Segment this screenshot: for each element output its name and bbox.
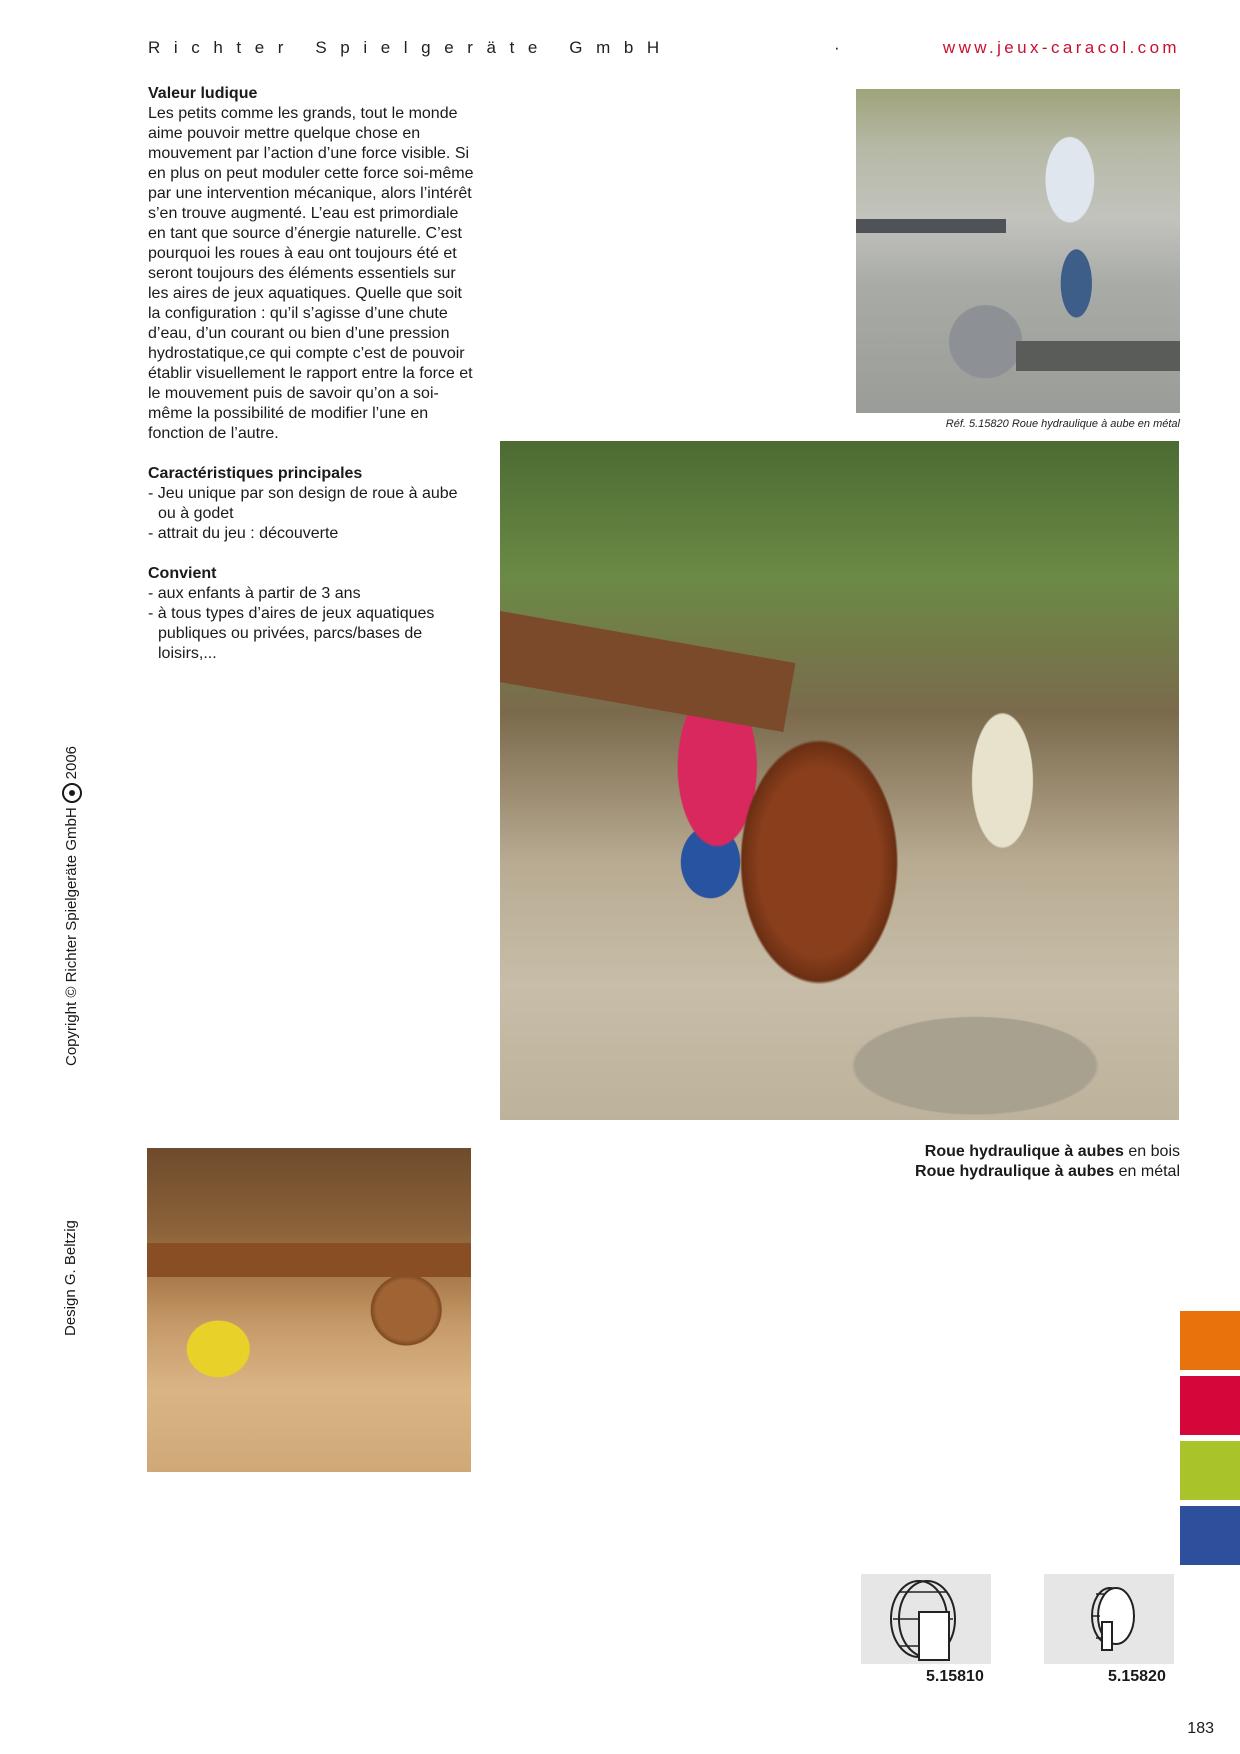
convient-list [148, 584, 478, 664]
photo-wooden-waterwheel [500, 441, 1179, 1120]
valeur-title: Valeur ludique [148, 85, 258, 102]
photo-child-sand-waterwheel [147, 1148, 471, 1472]
header-company: Richter Spielgeräte GmbH [148, 38, 673, 57]
metal-waterwheel-icon [1044, 1574, 1174, 1664]
tab-blue[interactable] [1180, 1506, 1240, 1565]
product-ref-wood: 5.15810 [926, 1668, 984, 1685]
copyright-text: Copyright © Richter Spielgeräte GmbH [62, 807, 80, 1066]
tab-orange[interactable] [1180, 1311, 1240, 1370]
richter-logo-icon [62, 783, 82, 803]
header-url[interactable]: www.jeux-caracol.com [942, 38, 1180, 57]
copyright-notice [62, 746, 82, 1066]
copyright-year: 2006 [62, 745, 80, 780]
caracteristiques-title: Caractéristiques principales [148, 465, 363, 482]
wooden-waterwheel-icon [861, 1574, 991, 1664]
tab-red[interactable] [1180, 1376, 1240, 1435]
list-item: - Jeu unique par son design de roue à aube ou à godet [148, 485, 458, 522]
list-item: - attrait du jeu : découverte [148, 525, 339, 542]
tab-green[interactable] [1180, 1441, 1240, 1500]
header-separator: · [834, 38, 840, 57]
top-photo-caption: Réf. 5.15820 Roue hydraulique à aube en métal [945, 418, 1180, 430]
caption-line-metal: Roue hydraulique à aubes en métal [915, 1163, 1180, 1180]
product-captions [915, 1142, 1180, 1182]
designer-credit: Design G. Beltzig [62, 1220, 79, 1336]
list-item: - à tous types d’aires de jeux aquatiques publiques ou privées, parcs/bases de loisirs,... [148, 605, 435, 662]
caption-line-wood: Roue hydraulique à aubes en bois [924, 1143, 1180, 1160]
valeur-body: Les petits comme les grands, tout le monde aime pouvoir mettre quelque chose en mouvement par l’action d’une force visible. Si en plus on peut moduler cette force soi-même par une intervention mécanique, alors l’intérêt s’en trouve augmenté. L’eau est primordiale en tant que source d’énergie naturelle. C’est pourquoi les roues à eau ont toujours été et seront toujours des éléments essentiels sur les aires de jeux aquatiques. Quelle que soit la configuration : qu’il s’agisse d’une chute d’eau, d’un courant ou bien d’une pression hydrostatique,ce qui compte c’est de pouvoir établir visuellement le rapport entre la force et le mouvement puis de savoir qu’on a soi-même la possibilité de modifier l’une en fonction de l’autre. [148, 105, 474, 442]
list-item: - aux enfants à partir de 3 ans [148, 585, 361, 602]
caracteristiques-list [148, 484, 478, 544]
product-ref-metal: 5.15820 [1108, 1668, 1166, 1685]
text-column [148, 84, 478, 684]
convient-title: Convient [148, 565, 217, 582]
page-number: 183 [1187, 1720, 1214, 1737]
photo-metal-waterwheel [856, 89, 1180, 413]
